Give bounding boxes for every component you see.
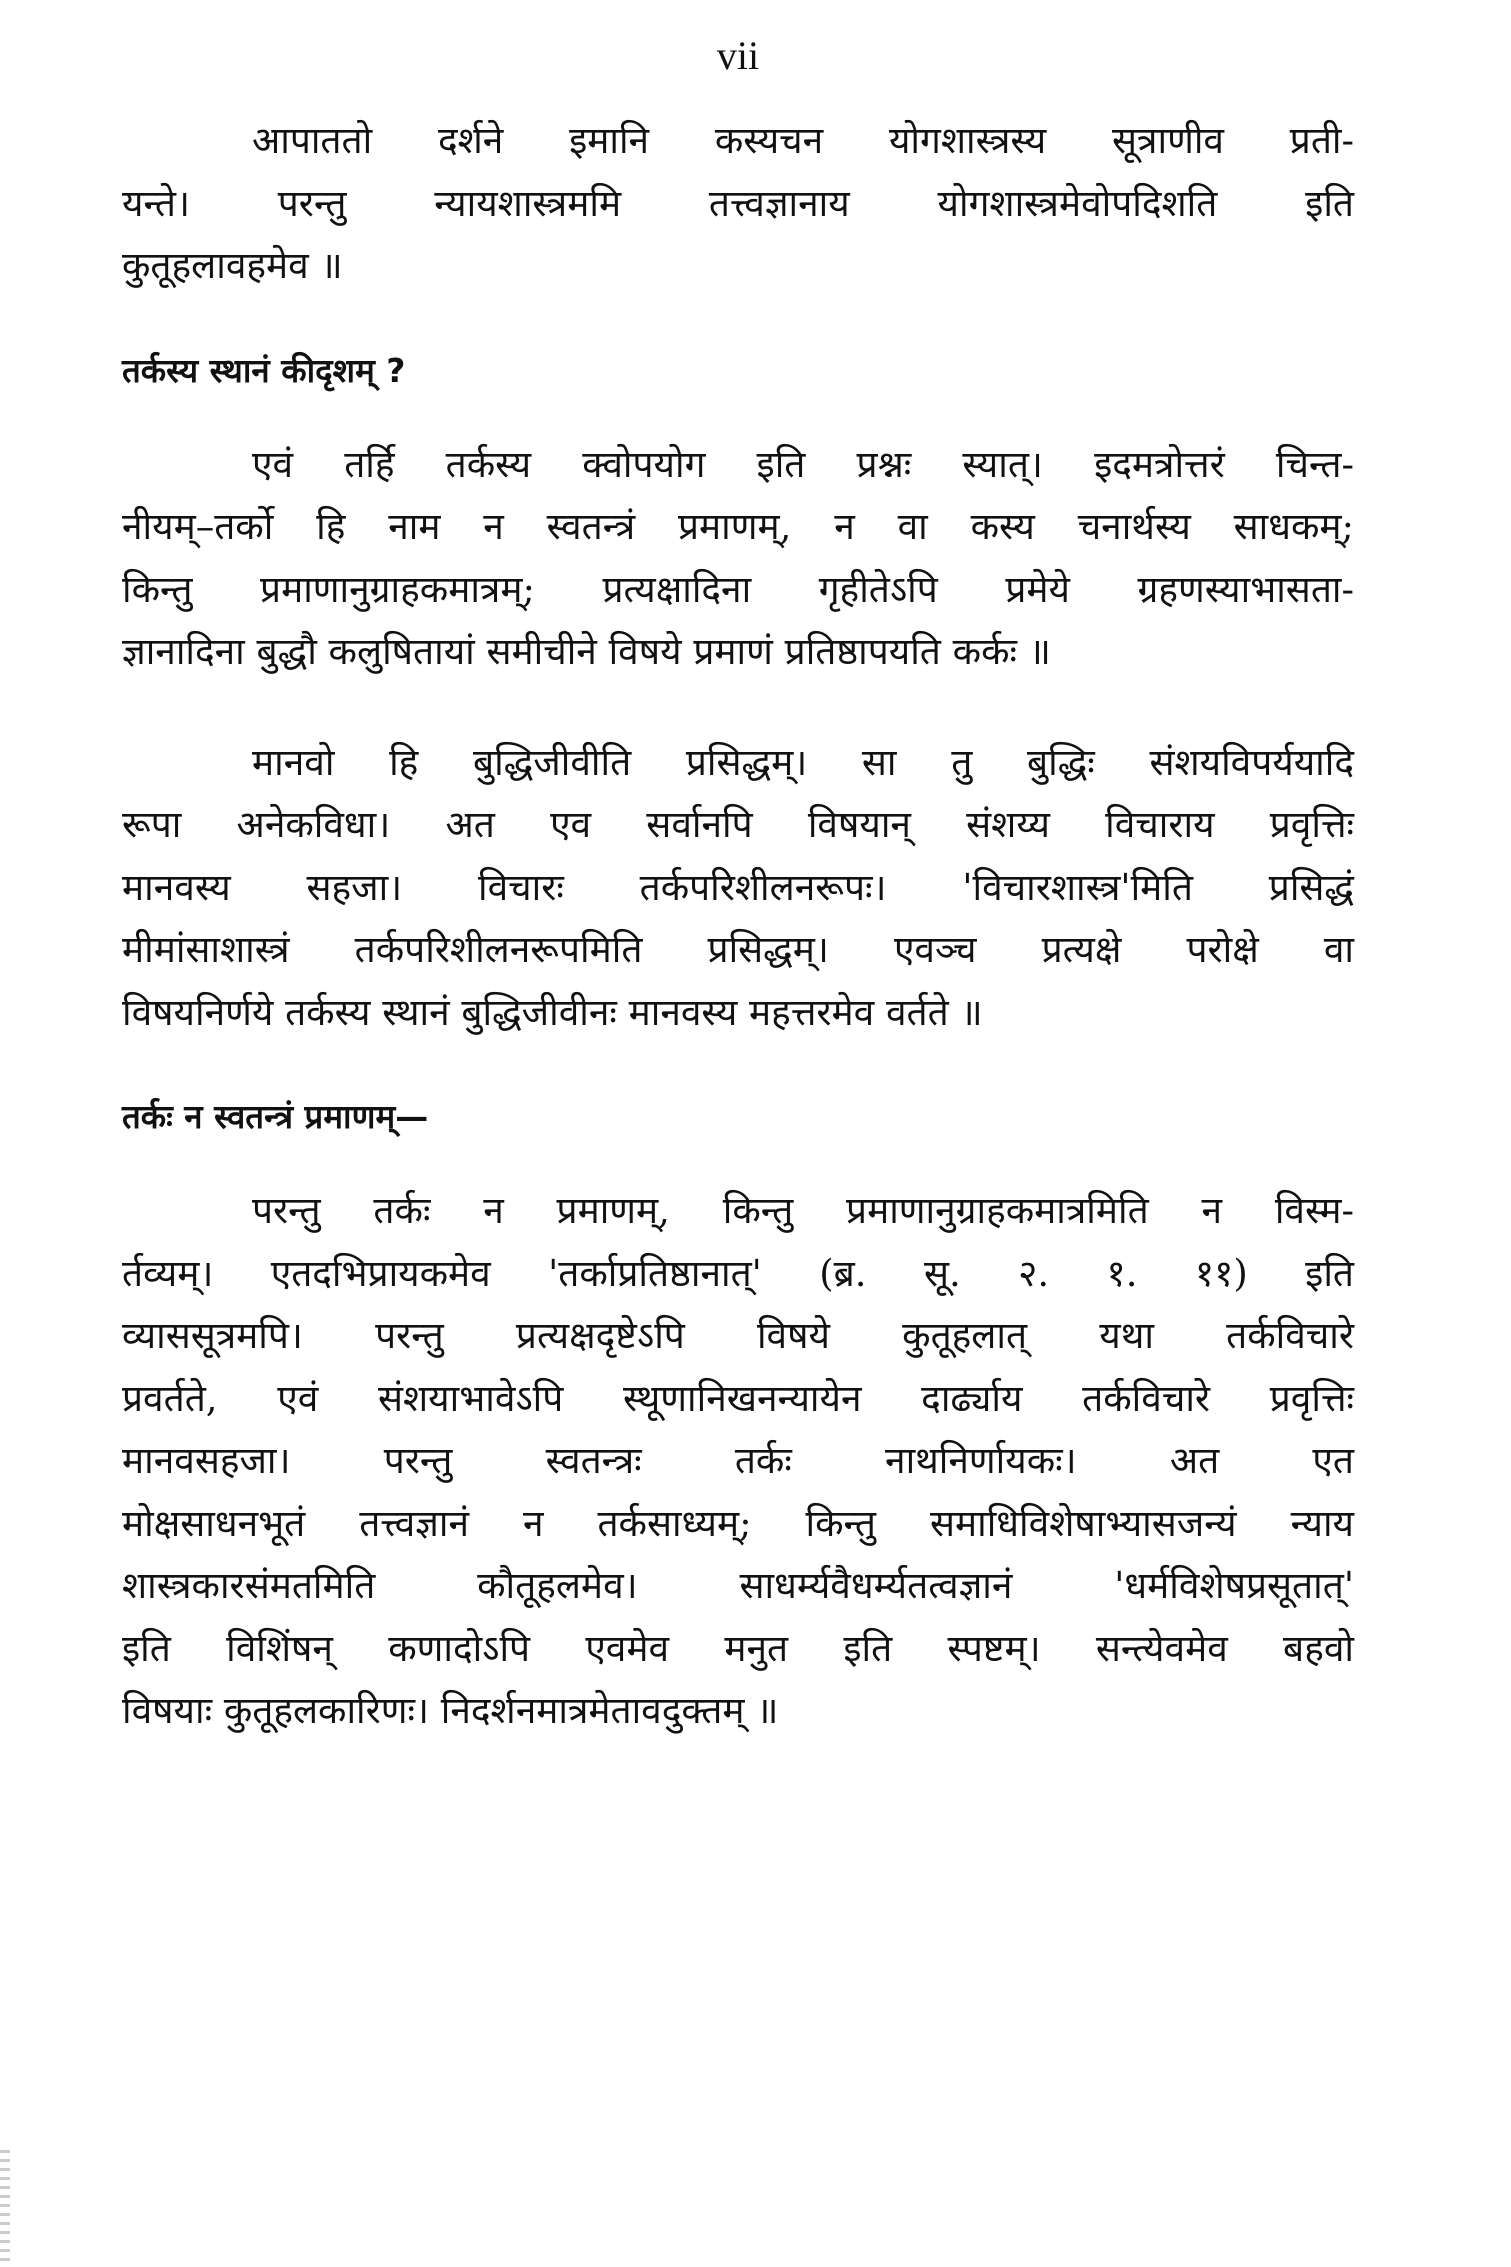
text-line: मानवसहजा। परन्तु स्वतन्त्रः तर्कः नाथनिर्णायकः। अत एत: [122, 1439, 1354, 1482]
text-line: ज्ञानादिना बुद्धौ कलुषितायां समीचीने विषये प्रमाणं प्रतिष्ठापयति कर्कः ॥: [122, 630, 1051, 673]
paragraph-intro: [122, 110, 1354, 298]
text-line: परन्तु तर्कः न प्रमाणम्, किन्तु प्रमाणानुग्राहकमात्रमिति न विस्म-: [252, 1189, 1354, 1232]
paragraph-parantu: [122, 1180, 1354, 1743]
text-line: यन्ते। परन्तु न्यायशास्त्रममि तत्त्वज्ञानाय योगशास्त्रमेवोपदिशति इति: [122, 181, 1354, 225]
paragraph-manava: [122, 732, 1354, 1045]
text-line: कुतूहलावहमेव ॥: [122, 244, 343, 287]
text-line: विषयनिर्णये तर्कस्य स्थानं बुद्धिजीवीनः मानवस्य महत्तरमेव वर्तते ॥: [122, 990, 983, 1034]
text-line: इति विशिंषन् कणादोऽपि एवमेव मनुत इति स्पष्टम्। सन्त्येवमेव बहवो: [122, 1626, 1354, 1670]
text-line: मीमांसाशास्त्रं तर्कपरिशीलनरूपमिति प्रसिद्धम्। एवञ्च प्रत्यक्षे परोक्षे वा: [122, 928, 1354, 971]
text-line: व्याससूत्रमपि। परन्तु प्रत्यक्षदृष्टेऽपि विषये कुतूहलात् यथा तर्कविचारे: [122, 1314, 1354, 1357]
text-line: प्रवर्तते, एवं संशयाभावेऽपि स्थूणानिखनन्यायेन दार्ढ्याय तर्कविचारे प्रवृत्तिः: [122, 1376, 1354, 1420]
page-number: vii: [716, 33, 760, 78]
text-line: आपाततो दर्शने इमानि कस्यचन योगशास्त्रस्य सूत्राणीव प्रती-: [252, 119, 1354, 162]
text-line: विषयाः कुतूहलकारिणः। निदर्शनमात्रमेतावदुक्तम् ॥: [122, 1689, 779, 1732]
text-line: किन्तु प्रमाणानुग्राहकमात्रम्; प्रत्यक्षादिना गृहीतेऽपि प्रमेये ग्रहणस्याभासता-: [122, 567, 1354, 611]
scan-edge-mark: [0, 2150, 10, 2267]
text-line: र्तव्यम्। एतदभिप्रायकमेव 'तर्काप्रतिष्ठानात्' (ब्र. सू. २. १. ११) इति: [122, 1251, 1354, 1295]
section-heading-tarka-na-pramana: तर्कः न स्वतन्त्रं प्रमाणम्—: [122, 1097, 429, 1136]
text-line: मानवस्य सहजा। विचारः तर्कपरिशीलनरूपः। 'विचारशास्त्र'मिति प्रसिद्धं: [122, 865, 1354, 909]
text-line: नीयम्–तर्को हि नाम न स्वतन्त्रं प्रमाणम्, न वा कस्य चनार्थस्य साधकम्;: [122, 505, 1354, 548]
text-line: शास्त्रकारसंमतमिति कौतूहलमेव। साधर्म्यवैधर्म्यतत्वज्ञानं 'धर्मविशेषप्रसूतात्': [122, 1564, 1354, 1607]
text-line: एवं तर्हि तर्कस्य क्वोपयोग इति प्रश्नः स्यात्। इदमत्रोत्तरं चिन्त-: [252, 442, 1354, 486]
text-line: मोक्षसाधनभूतं तत्त्वज्ञानं न तर्कसाध्यम्; किन्तु समाधिविशेषाभ्यासजन्यं न्याय: [122, 1501, 1354, 1545]
paragraph-tarka-use: [122, 434, 1354, 684]
section-heading-tarka-sthana: तर्कस्य स्थानं कीदृशम् ?: [122, 350, 406, 390]
text-line: मानवो हि बुद्धिजीवीति प्रसिद्धम्। सा तु बुद्धिः संशयविपर्ययादि: [252, 740, 1354, 784]
text-line: रूपा अनेकविधा। अत एव सर्वानपि विषयान् संशय्य विचाराय प्रवृत्तिः: [122, 803, 1354, 846]
book-page: [122, 30, 1354, 1743]
